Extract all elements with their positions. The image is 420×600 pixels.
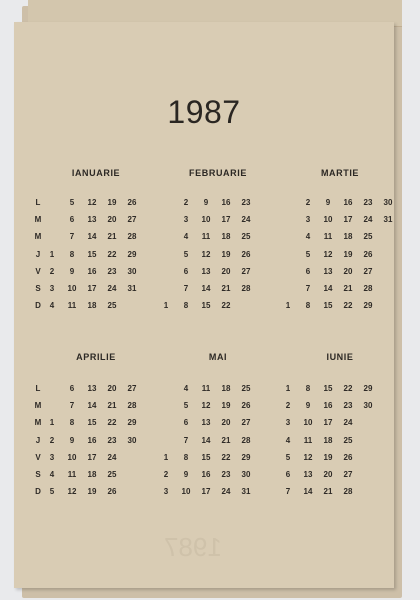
- day-number: 3: [305, 215, 311, 225]
- day-number: 22: [107, 418, 117, 428]
- day-number: 6: [69, 215, 75, 225]
- day-number: 5: [69, 198, 75, 207]
- day-number: 11: [201, 232, 211, 242]
- day-number: 23: [363, 198, 373, 207]
- day-number: 11: [323, 232, 333, 242]
- weekday-letter: M: [34, 401, 42, 411]
- day-number: 4: [305, 232, 311, 242]
- day-number: 28: [241, 435, 251, 445]
- day-number: 22: [221, 452, 231, 462]
- day-number: 24: [363, 215, 373, 225]
- day-number: 14: [201, 435, 211, 445]
- day-number: 8: [305, 384, 311, 393]
- day-number: 28: [127, 401, 137, 411]
- day-number: 3: [49, 284, 55, 293]
- day-number: 19: [87, 487, 97, 497]
- day-number: 11: [201, 384, 211, 393]
- day-number: 10: [67, 452, 77, 462]
- day-number: 18: [323, 435, 333, 445]
- day-number: 12: [323, 249, 333, 259]
- day-number: 23: [221, 470, 231, 479]
- weekday-letter: D: [35, 301, 41, 311]
- day-number: 19: [343, 249, 353, 259]
- day-number: 11: [67, 470, 77, 479]
- day-number: 2: [183, 198, 189, 207]
- day-number: 28: [241, 284, 251, 293]
- weekday-letter: L: [35, 384, 41, 393]
- day-number: 6: [183, 266, 189, 276]
- day-number: 8: [69, 249, 75, 259]
- day-number: 17: [323, 418, 333, 428]
- day-number: 26: [127, 198, 137, 207]
- day-number: 14: [87, 232, 97, 242]
- day-number: 22: [343, 301, 353, 311]
- day-number: 28: [343, 487, 353, 497]
- day-number: 1: [163, 301, 169, 311]
- day-number: 21: [323, 487, 333, 497]
- weekday-letter: M: [34, 215, 42, 225]
- day-number: 2: [305, 198, 311, 207]
- day-number: 1: [163, 452, 169, 462]
- month-title: MARTIE: [320, 168, 360, 178]
- day-number: 28: [127, 232, 137, 242]
- day-number: 18: [221, 384, 231, 393]
- day-number: 8: [69, 418, 75, 428]
- day-number: 10: [201, 215, 211, 225]
- day-number: 18: [343, 232, 353, 242]
- day-number: 27: [127, 215, 137, 225]
- day-number: 30: [383, 198, 393, 207]
- day-number: 10: [323, 215, 333, 225]
- day-number: 4: [49, 470, 55, 479]
- weekday-letter: S: [35, 470, 41, 479]
- day-number: 14: [201, 284, 211, 293]
- day-number: 23: [107, 266, 117, 276]
- day-number: 25: [363, 232, 373, 242]
- day-number: 25: [107, 470, 117, 479]
- day-number: 27: [127, 384, 137, 393]
- day-number: 29: [363, 384, 373, 393]
- day-number: 3: [285, 418, 291, 428]
- day-number: 6: [183, 418, 189, 428]
- day-number: 25: [241, 232, 251, 242]
- day-number: 20: [107, 215, 117, 225]
- day-number: 14: [323, 284, 333, 293]
- day-number: 7: [183, 284, 189, 293]
- day-number: 20: [323, 470, 333, 479]
- day-number: 25: [343, 435, 353, 445]
- day-number: 30: [363, 401, 373, 411]
- day-number: 16: [87, 266, 97, 276]
- day-number: 19: [107, 198, 117, 207]
- month-title: IUNIE: [326, 352, 354, 362]
- day-number: 9: [325, 198, 331, 207]
- day-number: 4: [183, 384, 189, 393]
- day-number: 17: [201, 487, 211, 497]
- day-number: 5: [183, 401, 189, 411]
- day-number: 8: [183, 452, 189, 462]
- day-number: 5: [285, 452, 291, 462]
- day-number: 13: [201, 266, 211, 276]
- day-number: 21: [343, 284, 353, 293]
- day-number: 17: [343, 215, 353, 225]
- day-number: 20: [343, 266, 353, 276]
- day-number: 11: [67, 301, 77, 311]
- day-number: 29: [127, 249, 137, 259]
- day-number: 25: [241, 384, 251, 393]
- weekday-letter: M: [34, 232, 42, 242]
- day-number: 20: [107, 384, 117, 393]
- day-number: 9: [69, 266, 75, 276]
- day-number: 26: [343, 452, 353, 462]
- bleed-through-mark: 1987: [164, 532, 222, 562]
- day-number: 15: [87, 418, 97, 428]
- day-number: 24: [221, 487, 231, 497]
- day-number: 10: [67, 284, 77, 293]
- day-number: 21: [221, 284, 231, 293]
- day-number: 2: [49, 266, 55, 276]
- day-number: 29: [363, 301, 373, 311]
- day-number: 15: [323, 301, 333, 311]
- day-number: 26: [363, 249, 373, 259]
- day-number: 30: [127, 435, 137, 445]
- day-number: 24: [107, 284, 117, 293]
- day-number: 29: [241, 452, 251, 462]
- day-number: 9: [203, 198, 209, 207]
- day-number: 26: [241, 401, 251, 411]
- day-number: 15: [323, 384, 333, 393]
- weekday-letter: J: [35, 249, 41, 259]
- day-number: 1: [285, 384, 291, 393]
- day-number: 16: [323, 401, 333, 411]
- day-number: 21: [221, 435, 231, 445]
- day-number: 12: [201, 401, 211, 411]
- weekday-letter: J: [35, 435, 41, 445]
- day-number: 27: [343, 470, 353, 479]
- day-number: 6: [305, 266, 311, 276]
- day-number: 31: [127, 284, 137, 293]
- day-number: 18: [87, 301, 97, 311]
- day-number: 14: [87, 401, 97, 411]
- day-number: 1: [49, 249, 55, 259]
- day-number: 13: [87, 384, 97, 393]
- day-number: 22: [221, 301, 231, 311]
- day-number: 13: [303, 470, 313, 479]
- day-number: 16: [201, 470, 211, 479]
- day-number: 13: [323, 266, 333, 276]
- day-number: 5: [49, 487, 55, 497]
- day-number: 23: [343, 401, 353, 411]
- day-number: 3: [49, 452, 55, 462]
- day-number: 24: [107, 452, 117, 462]
- month-title: FEBRUARIE: [189, 168, 247, 178]
- day-number: 4: [49, 301, 55, 311]
- day-number: 7: [305, 284, 311, 293]
- day-number: 25: [107, 301, 117, 311]
- day-number: 15: [87, 249, 97, 259]
- day-number: 31: [383, 215, 393, 225]
- day-number: 17: [221, 215, 231, 225]
- day-number: 7: [183, 435, 189, 445]
- day-number: 7: [69, 232, 75, 242]
- day-number: 20: [221, 266, 231, 276]
- weekday-letter: V: [35, 266, 41, 276]
- day-number: 21: [107, 232, 117, 242]
- day-number: 9: [305, 401, 311, 411]
- day-number: 22: [107, 249, 117, 259]
- day-number: 31: [241, 487, 251, 497]
- day-number: 16: [87, 435, 97, 445]
- day-number: 19: [221, 249, 231, 259]
- day-number: 30: [241, 470, 251, 479]
- day-number: 20: [221, 418, 231, 428]
- day-number: 12: [87, 198, 97, 207]
- month-title: APRILIE: [76, 352, 116, 362]
- day-number: 17: [87, 284, 97, 293]
- day-number: 10: [181, 487, 191, 497]
- day-number: 24: [241, 215, 251, 225]
- day-number: 5: [305, 249, 311, 259]
- day-number: 29: [127, 418, 137, 428]
- weekday-letter: V: [35, 452, 41, 462]
- day-number: 4: [285, 435, 291, 445]
- day-number: 19: [323, 452, 333, 462]
- day-number: 3: [183, 215, 189, 225]
- weekday-letter: D: [35, 487, 41, 497]
- day-number: 28: [363, 284, 373, 293]
- day-number: 15: [201, 452, 211, 462]
- day-number: 22: [343, 384, 353, 393]
- day-number: 10: [303, 418, 313, 428]
- day-number: 6: [285, 470, 291, 479]
- month-title: MAI: [208, 352, 228, 362]
- day-number: 12: [201, 249, 211, 259]
- day-number: 16: [343, 198, 353, 207]
- day-number: 7: [69, 401, 75, 411]
- month-title: IANUARIE: [71, 168, 121, 178]
- day-number: 14: [303, 487, 313, 497]
- day-number: 5: [183, 249, 189, 259]
- day-number: 12: [303, 452, 313, 462]
- day-number: 8: [305, 301, 311, 311]
- day-number: 23: [241, 198, 251, 207]
- year-title: 1987: [167, 94, 241, 130]
- day-number: 27: [363, 266, 373, 276]
- day-number: 27: [241, 266, 251, 276]
- day-number: 4: [183, 232, 189, 242]
- day-number: 17: [87, 452, 97, 462]
- calendar-sheet: [14, 22, 394, 588]
- day-number: 16: [221, 198, 231, 207]
- day-number: 1: [285, 301, 291, 311]
- day-number: 12: [67, 487, 77, 497]
- day-number: 13: [87, 215, 97, 225]
- day-number: 15: [201, 301, 211, 311]
- day-number: 19: [221, 401, 231, 411]
- day-number: 8: [183, 301, 189, 311]
- day-number: 21: [107, 401, 117, 411]
- weekday-letter: S: [35, 284, 41, 293]
- weekday-letter: L: [35, 198, 41, 207]
- day-number: 30: [127, 266, 137, 276]
- day-number: 23: [107, 435, 117, 445]
- day-number: 26: [107, 487, 117, 497]
- weekday-letter: M: [34, 418, 42, 428]
- day-number: 2: [285, 401, 291, 411]
- day-number: 9: [183, 470, 189, 479]
- day-number: 6: [69, 384, 75, 393]
- day-number: 18: [87, 470, 97, 479]
- day-number: 27: [241, 418, 251, 428]
- day-number: 2: [49, 435, 55, 445]
- day-number: 3: [163, 487, 169, 497]
- day-number: 18: [221, 232, 231, 242]
- day-number: 24: [343, 418, 353, 428]
- day-number: 9: [69, 435, 75, 445]
- day-number: 1: [49, 418, 55, 428]
- day-number: 13: [201, 418, 211, 428]
- day-number: 11: [303, 435, 313, 445]
- day-number: 2: [163, 470, 169, 479]
- day-number: 7: [285, 487, 291, 497]
- day-number: 26: [241, 249, 251, 259]
